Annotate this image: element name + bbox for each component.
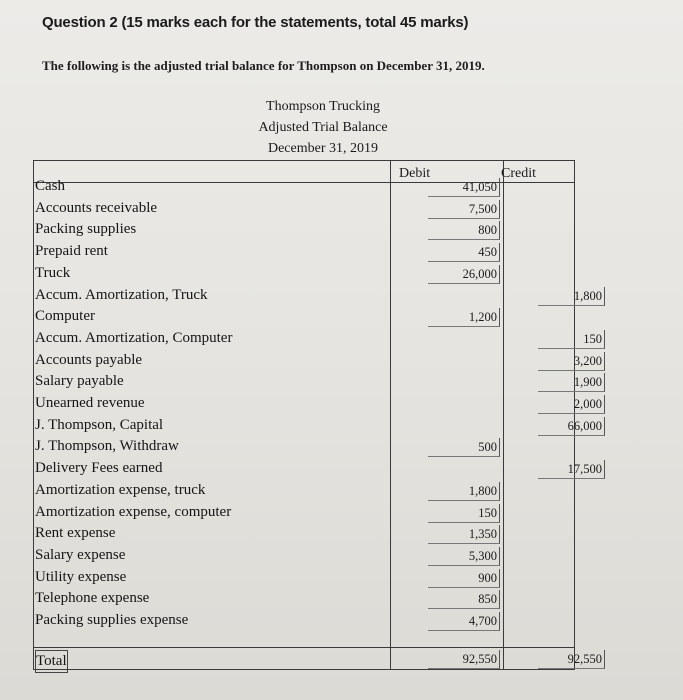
account-name: Cash bbox=[35, 178, 65, 194]
account-name: Delivery Fees earned bbox=[35, 460, 163, 477]
debit-column-header: Debit bbox=[399, 166, 431, 181]
debit-amount: 41,050 bbox=[428, 178, 500, 197]
statement-date: December 31, 2019 bbox=[267, 141, 379, 156]
account-name: Accum. Amortization, Truck bbox=[35, 286, 208, 303]
debit-amount: 450 bbox=[428, 243, 500, 262]
debit-column-divider bbox=[390, 160, 391, 670]
debit-amount: 900 bbox=[428, 569, 500, 588]
debit-amount: 26,000 bbox=[428, 265, 500, 284]
debit-amount: 150 bbox=[428, 504, 500, 523]
debit-amount: 5,300 bbox=[428, 547, 500, 566]
account-name: Salary expense bbox=[35, 546, 126, 563]
account-name: Accum. Amortization, Computer bbox=[35, 329, 233, 346]
account-name: Unearned revenue bbox=[35, 395, 145, 411]
question-heading: Question 2 (15 marks each for the statements, total 45 marks) bbox=[42, 14, 469, 31]
credit-column-divider bbox=[503, 160, 504, 670]
account-name: J. Thompson, Withdraw bbox=[35, 438, 179, 455]
credit-amount: 66,000 bbox=[538, 417, 605, 436]
debit-amount: 1,800 bbox=[428, 482, 500, 501]
account-name: Amortization expense, truck bbox=[35, 481, 206, 498]
account-name: Telephone expense bbox=[35, 590, 150, 607]
trial-balance-table bbox=[33, 160, 602, 671]
credit-amount: 1,800 bbox=[538, 287, 605, 306]
account-name: Packing supplies expense bbox=[35, 612, 189, 628]
account-name: Utility expense bbox=[35, 568, 127, 585]
credit-amount: 1,900 bbox=[538, 373, 605, 392]
credit-amount: 2,000 bbox=[538, 395, 605, 414]
total-divider bbox=[33, 647, 575, 648]
credit-amount: 17,500 bbox=[538, 460, 605, 479]
account-name: Computer bbox=[35, 308, 95, 325]
debit-amount: 7,500 bbox=[428, 200, 500, 219]
account-name: Amortization expense, computer bbox=[35, 503, 232, 520]
statement-title: Adjusted Trial Balance bbox=[258, 120, 388, 135]
company-name: Thompson Trucking bbox=[266, 99, 380, 114]
total-debit: 92,550 bbox=[428, 650, 500, 669]
account-name: Packing supplies bbox=[35, 221, 137, 238]
debit-amount: 500 bbox=[428, 438, 500, 457]
debit-amount: 1,200 bbox=[428, 308, 500, 327]
account-name: J. Thompson, Capital bbox=[35, 416, 164, 433]
account-name: Accounts payable bbox=[35, 351, 143, 368]
question-intro: The following is the adjusted trial balance for Thompson on December 31, 2019. bbox=[42, 58, 485, 73]
debit-amount: 850 bbox=[428, 590, 500, 609]
credit-amount: 3,200 bbox=[538, 352, 605, 371]
debit-amount: 800 bbox=[428, 221, 500, 240]
account-name: Prepaid rent bbox=[35, 243, 108, 260]
credit-column-header: Credit bbox=[501, 166, 536, 181]
account-name: Truck bbox=[35, 264, 71, 281]
account-name: Salary payable bbox=[35, 373, 124, 390]
account-name: Accounts receivable bbox=[35, 199, 158, 216]
account-name: Rent expense bbox=[35, 525, 116, 542]
debit-amount: 4,700 bbox=[428, 612, 500, 631]
credit-amount: 150 bbox=[538, 330, 605, 349]
debit-amount: 1,350 bbox=[428, 525, 500, 544]
total-label: Total bbox=[35, 650, 68, 673]
total-credit: 92,550 bbox=[538, 650, 605, 669]
